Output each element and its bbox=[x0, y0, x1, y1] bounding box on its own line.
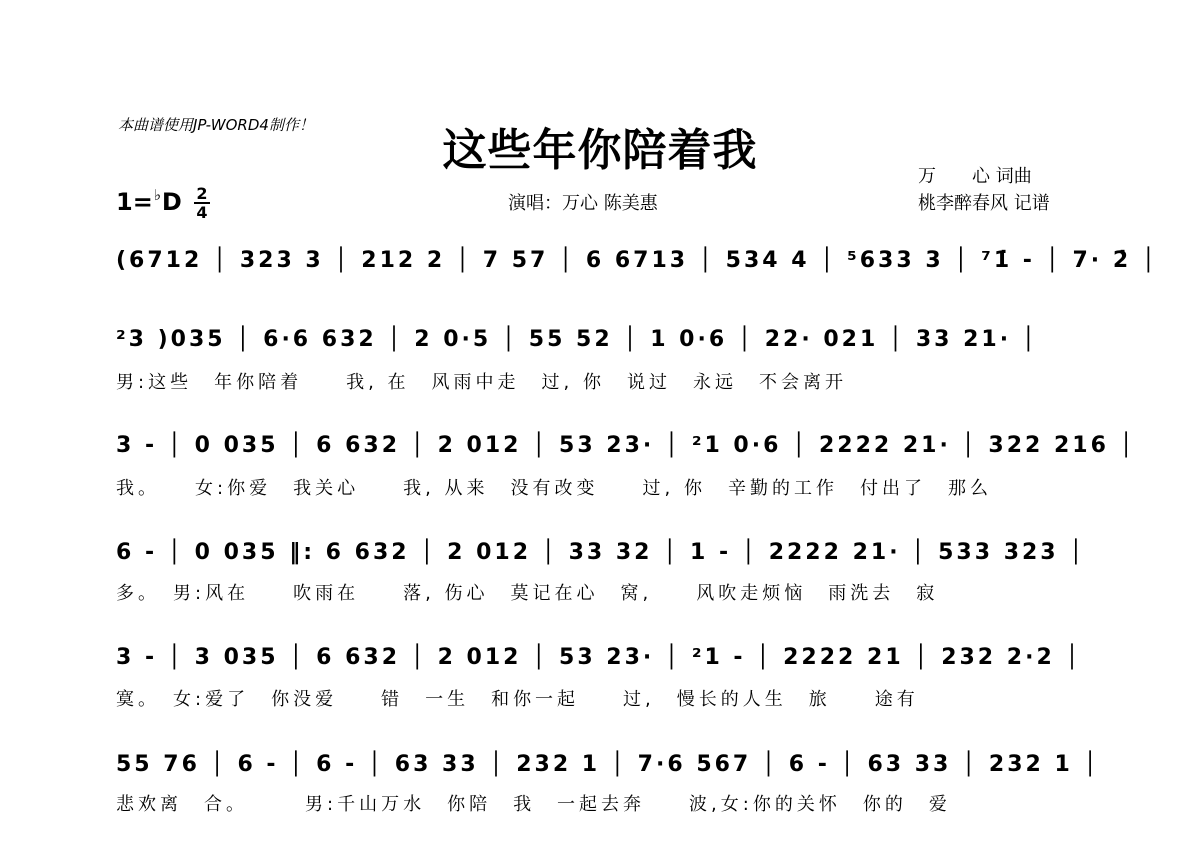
singers-credit: 演唱：万心 陈美惠 bbox=[508, 193, 658, 214]
flat-symbol: ♭ bbox=[153, 186, 161, 204]
notation-line-6: 55 76 │ 6 - │ 6 - │ 63 33 │ 232 1 │ 7·6 567 │ 6 - │ 63 33 │ 232 1 │ bbox=[116, 752, 1100, 777]
key-letter: D bbox=[161, 188, 182, 216]
notation-line-3: 3 - │ 0 035 │ 6 632 │ 2 012 │ 53 23· │ ²1 0·6 │ 2222 21· │ 322 216 │ bbox=[116, 433, 1136, 458]
notation-line-2: ²3 )035 │ 6·6 632 │ 2 0·5 │ 55 52 │ 1 0·6 │ 22· 021 │ 33 21· │ bbox=[116, 327, 1038, 352]
key-prefix: 1= bbox=[116, 188, 153, 216]
notation-line-5: 3 - │ 3 035 │ 6 632 │ 2 012 │ 53 23· │ ²1 - │ 2222 21 │ 232 2·2 │ bbox=[116, 645, 1082, 670]
credit-note: 本曲谱使用JP-WORD4制作！ bbox=[118, 116, 314, 134]
meter-bottom: 4 bbox=[196, 203, 208, 222]
notation-line-4: 6 - │ 0 035 ‖: 6 632 │ 2 012 │ 33 32 │ 1 - │ 2222 21· │ 533 323 │ bbox=[116, 540, 1086, 565]
lyrics-line-5: 寞。 女:爱了 你没爱 错 一生 和你一起 过, 慢长的人生 旅 途有 bbox=[116, 689, 919, 710]
lyrics-line-3: 我。 女:你爱 我关心 我, 从来 没有改变 过, 你 辛勤的工作 付出了 那么 bbox=[116, 478, 992, 499]
lyrics-line-6: 悲欢离 合。 男:千山万水 你陪 我 一起去奔 波,女:你的关怀 你的 爱 bbox=[116, 794, 951, 815]
time-signature bbox=[194, 186, 210, 220]
transcriber-credit: 桃李醉春风 记谱 bbox=[918, 193, 1050, 214]
key-signature bbox=[116, 186, 182, 216]
writers-credit: 万 心 词曲 bbox=[918, 166, 1032, 187]
notation-line-1: (6712 │ 323 3 │ 212 2 │ 7 57 │ 6 6713 │ 534 4 │ ⁵633 3 │ ⁷1̇ - │ 7· 2̇ │ bbox=[116, 248, 1159, 273]
lyrics-line-2: 男:这些 年你陪着 我, 在 风雨中走 过, 你 说过 永远 不会离开 bbox=[116, 372, 847, 393]
meter-top: 2 bbox=[196, 184, 208, 203]
lyrics-line-4: 多。 男:风在 吹雨在 落, 伤心 莫记在心 窝, 风吹走烦恼 雨洗去 寂 bbox=[116, 583, 939, 604]
song-title: 这些年你陪着我 bbox=[442, 125, 758, 176]
